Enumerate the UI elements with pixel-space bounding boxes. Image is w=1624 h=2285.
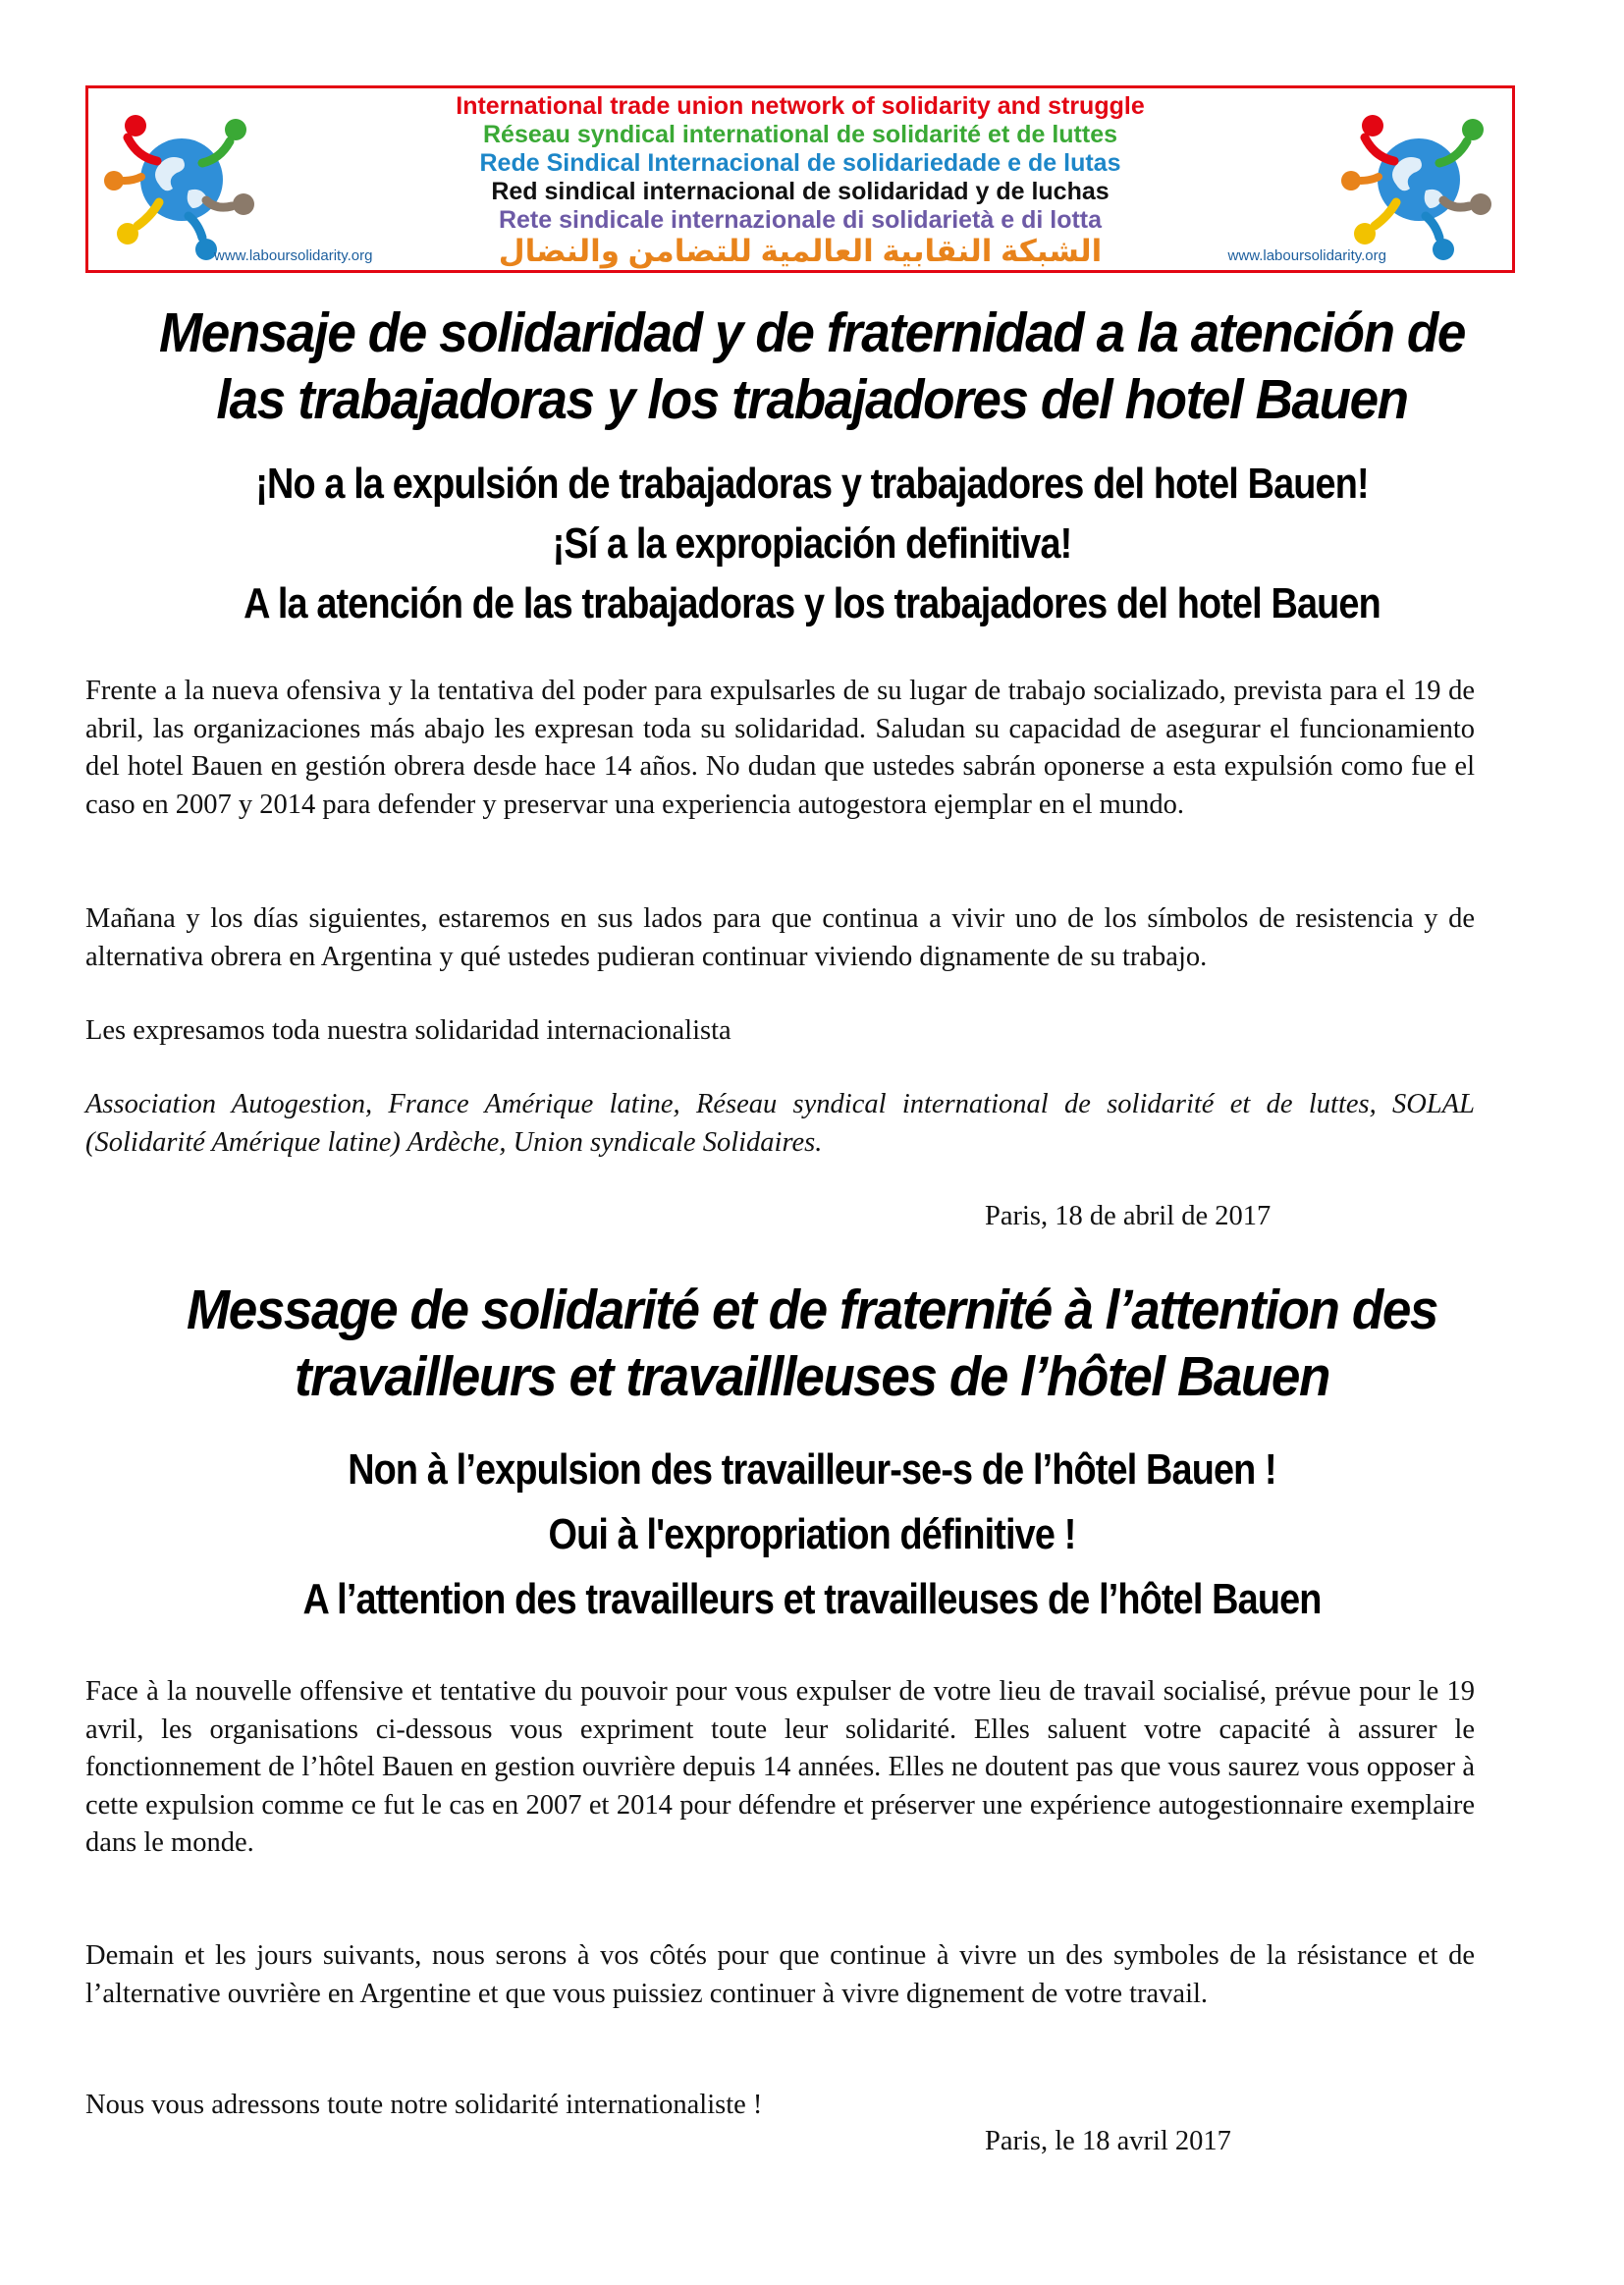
french-paragraph-3: Nous vous adressons toute notre solidarité internationaliste ! [85, 2090, 763, 2120]
website-link[interactable]: www.laboursolidarity.org [1227, 247, 1386, 264]
spanish-subtitle-line: ¡Sí a la expropiación definitiva! [552, 519, 1072, 568]
spanish-subtitle-line: A la atención de las trabajadoras y los trabajadores del hotel Bauen [244, 579, 1380, 627]
french-paragraph-2: Demain et les jours suivants, nous serons à vos côtés pour que continue à vivre un des symboles de la résistance et de l’alternative ouvrière en Argentine et que vous puissiez continuer à vivre dignement de votre travail. [85, 1940, 1475, 2009]
french-title [112, 1277, 1513, 1410]
french-subtitle-line: Oui à l'expropriation définitive ! [548, 1510, 1076, 1558]
banner-line-spanish: Red sindical internacional de solidaridad y de luchas [491, 178, 1110, 205]
website-link[interactable]: www.laboursolidarity.org [214, 247, 373, 264]
french-subtitle [164, 1438, 1459, 1632]
french-subtitle-line: A l’attention des travailleurs et travailleuses de l’hôtel Bauen [302, 1575, 1322, 1623]
banner-line-arabic: الشبكة النقابية العالمية للتضامن والنضال [498, 234, 1103, 268]
banner-line-english: International trade union network of solidarity and struggle [456, 92, 1145, 120]
spanish-signatories: Association Autogestion, France Amérique latine, Réseau syndical international de solidarité et de luttes, SOLAL (Solidarité Amérique latine) Ardèche, Union syndicale Solidaires. [85, 1089, 1475, 1158]
spanish-paragraph-3: Les expresamos toda nuestra solidaridad internacionalista [85, 1015, 731, 1046]
spanish-title-line: Mensaje de solidaridad y de fraternidad a la atención de [158, 301, 1466, 364]
french-title-line: travailleurs et travaillleuses de l’hôtel Bauen [294, 1345, 1329, 1408]
banner-lines [275, 92, 1326, 268]
french-subtitle-line: Non à l’expulsion des travailleur-se-s de l’hôtel Bauen ! [348, 1445, 1276, 1494]
globe-people-icon [98, 96, 265, 263]
banner-line-italian: Rete sindicale internazionale di solidarietà e di lotta [498, 206, 1103, 234]
spanish-paragraph-1: Frente a la nueva ofensiva y la tentativa del poder para expulsarles de su lugar de trabajo socializado, prevista para el 19 de abril, las organizaciones más abajo les expresan toda su solidaridad. Saludan su capacidad de asegurar el funcionamiento del hotel Bauen en gestión obrera desde hace 14 años. No dudan que ustedes sabrán oponerse a esta expulsión como fue el caso en 2007 y 2014 para defender y preservar una experiencia autogestora ejemplar en el mundo. [85, 676, 1475, 820]
french-paragraph-1: Face à la nouvelle offensive et tentative du pouvoir pour vous expulser de votre lieu de travail socialisé, prévue pour le 19 avril, les organisations ci-dessous vous expriment toute leur solidarité. Elles saluent votre capacité à assurer le fonctionnement de l’hôtel Bauen en gestion ouvrière depuis 14 années. Elles ne doutent pas que vous saurez vous opposer à cette expulsion comme ce fut le cas en 2007 et 2014 pour défendre et préserver une expérience autogestionnaire exemplaire dans le monde. [85, 1676, 1475, 1858]
spanish-subtitle-line: ¡No a la expulsión de trabajadoras y trabajadores del hotel Bauen! [255, 460, 1369, 508]
banner-line-french: Réseau syndical international de solidarité et de luttes [482, 121, 1118, 148]
spanish-title [112, 299, 1513, 433]
spanish-place-date: Paris, 18 de abril de 2017 [985, 1201, 1272, 1231]
french-place-date: Paris, le 18 avril 2017 [985, 2126, 1231, 2156]
french-title-line: Message de solidarité et de fraternité à l’attention des [186, 1279, 1438, 1341]
spanish-paragraph-2: Mañana y los días siguientes, estaremos en sus lados para que continua a vivir uno de los símbolos de resistencia y de alternativa obrera en Argentina y qué ustedes pudieran continuar viviendo dignamente de su trabajo. [85, 903, 1475, 972]
banner-line-portuguese: Rede Sindical Internacional de solidariedade e de lutas [479, 149, 1121, 177]
spanish-subtitle [164, 454, 1459, 633]
network-banner [85, 85, 1515, 273]
globe-people-icon [1335, 96, 1502, 263]
spanish-title-line: las trabajadoras y los trabajadores del hotel Bauen [216, 368, 1408, 431]
